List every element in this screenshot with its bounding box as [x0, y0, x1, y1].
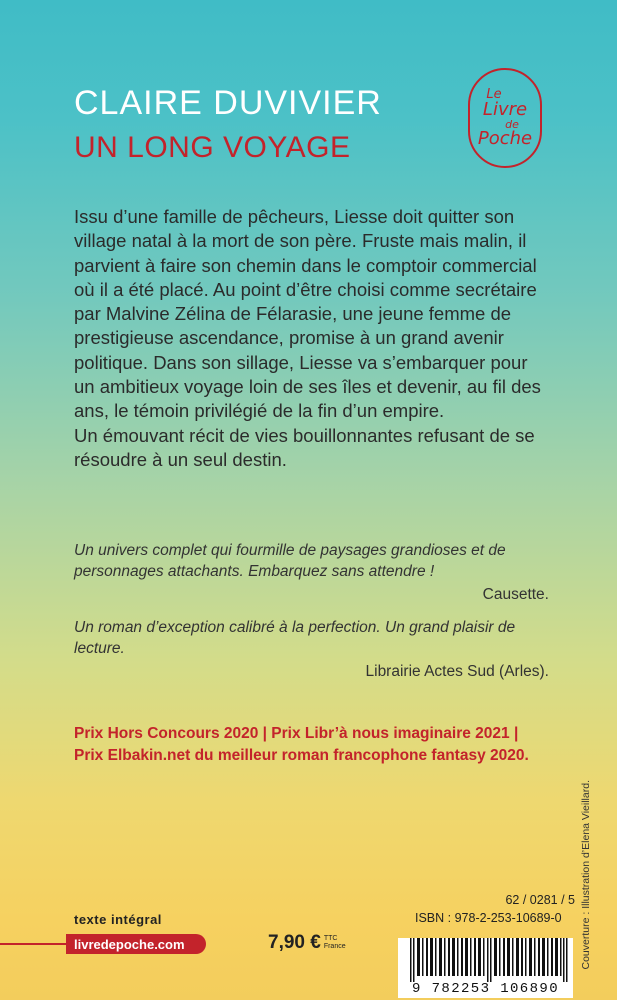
synopsis-paragraph: Issu d’une famille de pêcheurs, Liesse doit quitter son village natal à la mort de son père. Fruste mais malin, il parvient à faire son chemin dans le comptoir commercial où il a été placé. Au point d’être choisi comme secrétaire par Malvine Zélina de Félarasie, une jeune femme de prestigieuse ascendance, promise à un grand avenir politique. Dans son sillage, Liesse va s’embarquer pour un ambitieux voyage loin de ses îles et devenir, au fil des ans, le témoin privilégié de la fin d’un empire.: [74, 206, 541, 422]
publisher-logo: [468, 68, 542, 168]
quote-source: Librairie Actes Sud (Arles).: [365, 663, 549, 680]
quote-text: Un roman d’exception calibré à la perfection. Un grand plaisir de lecture.: [74, 619, 516, 657]
logo-text-de: de: [505, 118, 519, 131]
barcode-digits: 9 782253 106890: [411, 981, 560, 997]
barcode-bars-icon: [410, 938, 568, 982]
logo-text-poche: Poche: [477, 128, 533, 149]
price-tax-label: [324, 935, 346, 951]
book-codes: [415, 891, 575, 927]
synopsis: [74, 205, 544, 472]
tax-line: France: [323, 943, 346, 950]
price: [268, 932, 346, 954]
quote-text: Un univers complet qui fourmille de paysages grandioses et de personnages attachants. Embarquez sans attendre !: [74, 542, 506, 580]
texte-integral-label: texte intégral: [74, 912, 162, 927]
quote-source: Causette.: [482, 586, 549, 603]
reference-number: 62 / 0281 / 5: [505, 893, 575, 907]
barcode: [398, 938, 573, 998]
tax-line: TTC: [323, 935, 338, 942]
isbn: ISBN : 978-2-253-10689-0: [415, 911, 562, 925]
press-quote: [74, 617, 549, 682]
logo-text-livre: Livre: [482, 99, 528, 120]
prize-line: Prix Elbakin.net du meilleur roman francophone fantasy 2020.: [74, 747, 529, 764]
prize-line: Prix Hors Concours 2020 | Prix Libr’à nous imaginaire 2021 |: [74, 725, 519, 742]
prizes-list: [74, 723, 574, 767]
cover-credit: Couverture : Illustration d’Elena Vieillard.: [580, 780, 592, 970]
synopsis-paragraph: Un émouvant récit de vies bouillonnantes refusant de se résoudre à un seul destin.: [74, 424, 535, 470]
price-amount: 7,90 €: [268, 932, 321, 953]
author-name: CLAIRE DUVIVIER: [74, 84, 382, 122]
press-quote: [74, 540, 549, 605]
book-title: UN LONG VOYAGE: [74, 131, 351, 164]
website-link[interactable]: livredepoche.com: [66, 934, 206, 954]
logo-text-le: Le: [486, 87, 502, 102]
